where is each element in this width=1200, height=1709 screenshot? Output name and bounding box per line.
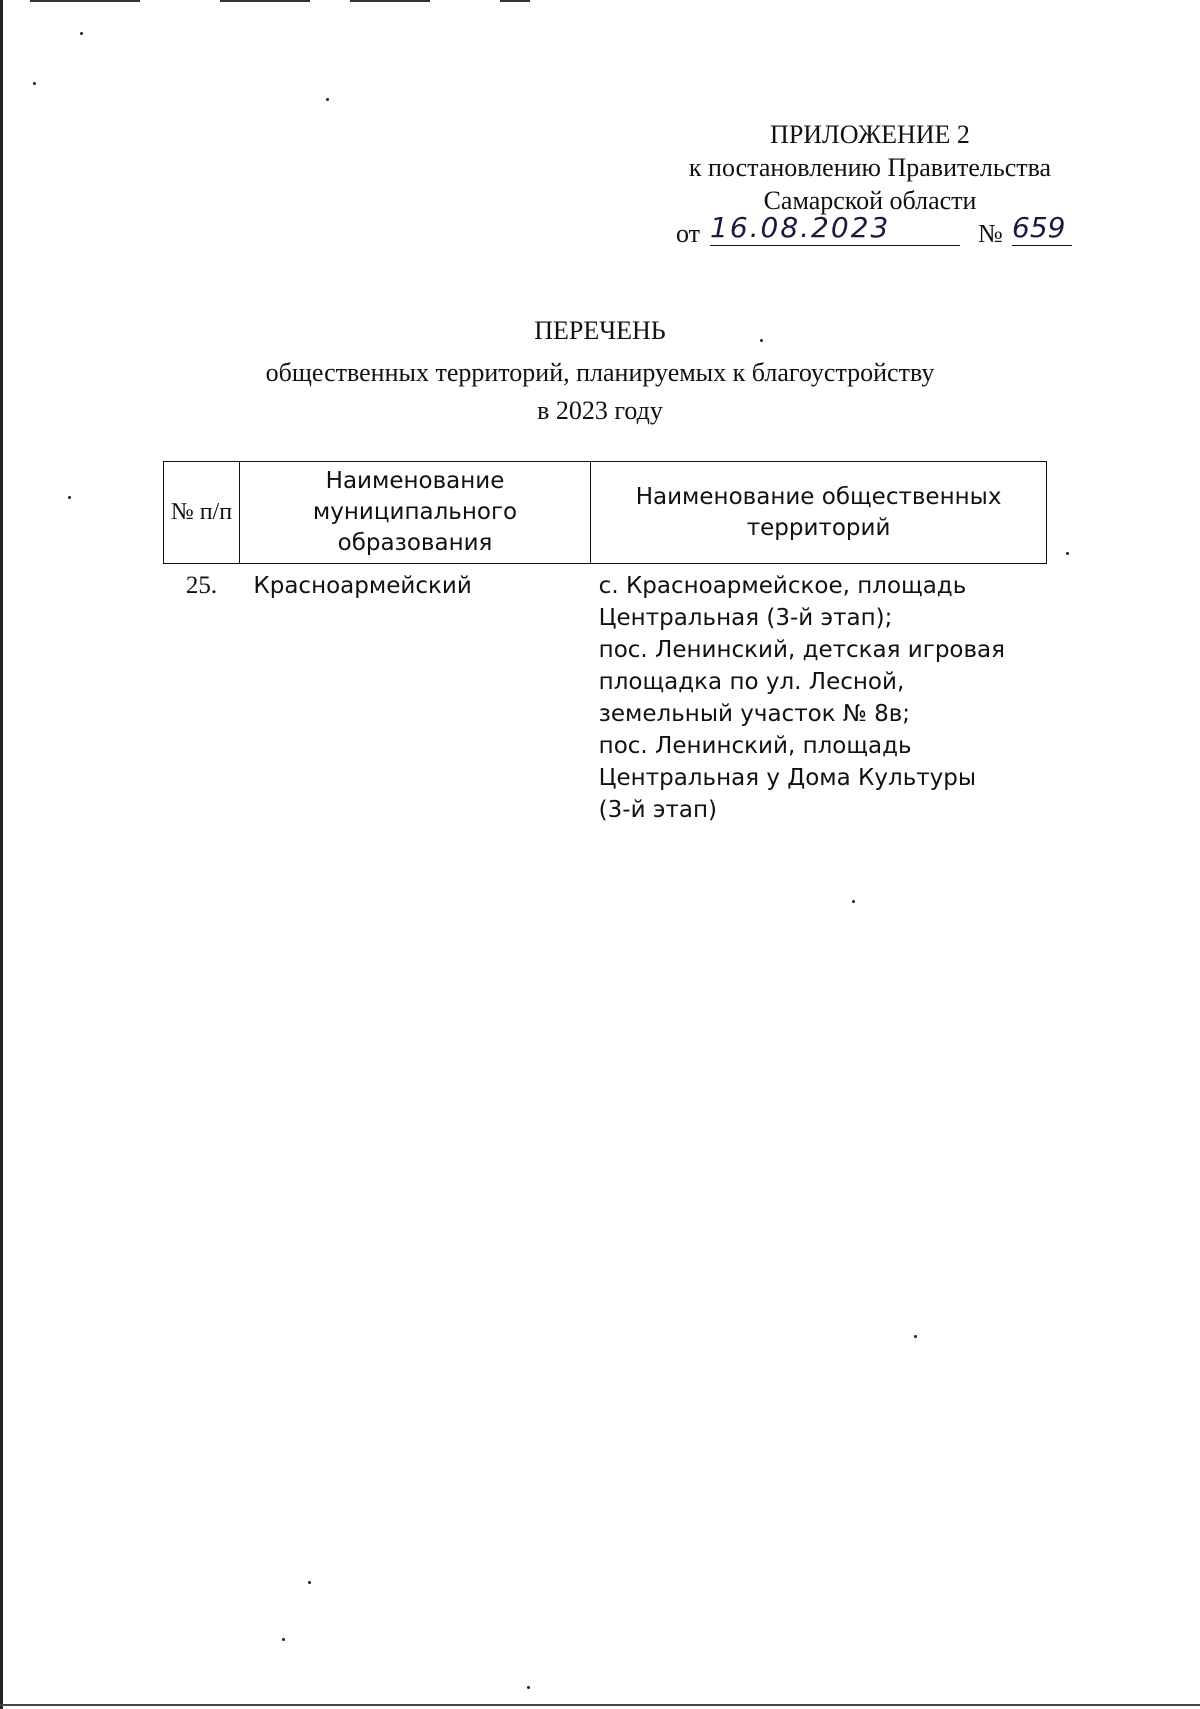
scan-bottom-edge [0, 1704, 1200, 1706]
header-municipality: Наименование муниципального образования [239, 462, 590, 564]
scan-speck [852, 900, 855, 903]
header-num: № п/п [164, 462, 240, 564]
scan-artifact [30, 0, 140, 2]
row-number: 25. [185, 572, 218, 599]
scan-speck [308, 1581, 311, 1584]
territories-table [163, 461, 1047, 832]
subtitle-line: общественных территорий, планируемых к благоустройству [265, 358, 935, 387]
scan-artifact [220, 0, 310, 2]
territory-line: (3-й этап) [598, 797, 717, 823]
scan-artifact [500, 0, 530, 2]
scan-speck [282, 1638, 285, 1641]
appendix-title: ПРИЛОЖЕНИЕ 2 [770, 120, 970, 149]
resolution-date-number [676, 213, 1116, 253]
scan-edge [0, 0, 3, 1709]
scan-speck [1066, 552, 1069, 555]
territory-line: с. Красноармейское, площадь [598, 573, 967, 599]
scan-artifact [350, 0, 430, 2]
scan-speck [33, 82, 36, 85]
table-header-row [164, 462, 1047, 564]
document-title: ПЕРЕЧЕНЬ [534, 316, 666, 345]
territory-line: земельный участок № 8в; [598, 701, 911, 727]
scan-speck [326, 98, 329, 101]
number-sign: № [978, 219, 1003, 248]
handwritten-number: 659 [1012, 211, 1072, 246]
territory-line: Центральная у Дома Культуры [598, 765, 977, 791]
appendix-reference: к постановлению Правительства [688, 153, 1052, 182]
row-municipality: Красноармейский [253, 573, 472, 599]
territory-line: пос. Ленинский, площадь [598, 733, 912, 759]
appendix-header [620, 118, 1120, 217]
territory-line: пос. Ленинский, детская игровая [598, 637, 1005, 663]
territory-line: Центральная (3-й этап); [598, 605, 893, 631]
scan-speck [80, 32, 83, 35]
handwritten-date: 16.08.2023 [710, 211, 960, 246]
date-prefix: от [676, 219, 701, 248]
scan-speck [527, 1686, 530, 1689]
header-territories: Наименование общественных территорий [591, 462, 1047, 564]
document-subtitle [150, 354, 1050, 430]
row-territories [591, 564, 1047, 833]
scan-speck [914, 1335, 917, 1338]
appendix-authority: Самарской области [763, 186, 977, 215]
table-row [164, 564, 1047, 833]
subtitle-line: в 2023 году [537, 396, 663, 425]
scan-speck [68, 496, 71, 499]
territory-line: площадка по ул. Лесной, [598, 669, 905, 695]
